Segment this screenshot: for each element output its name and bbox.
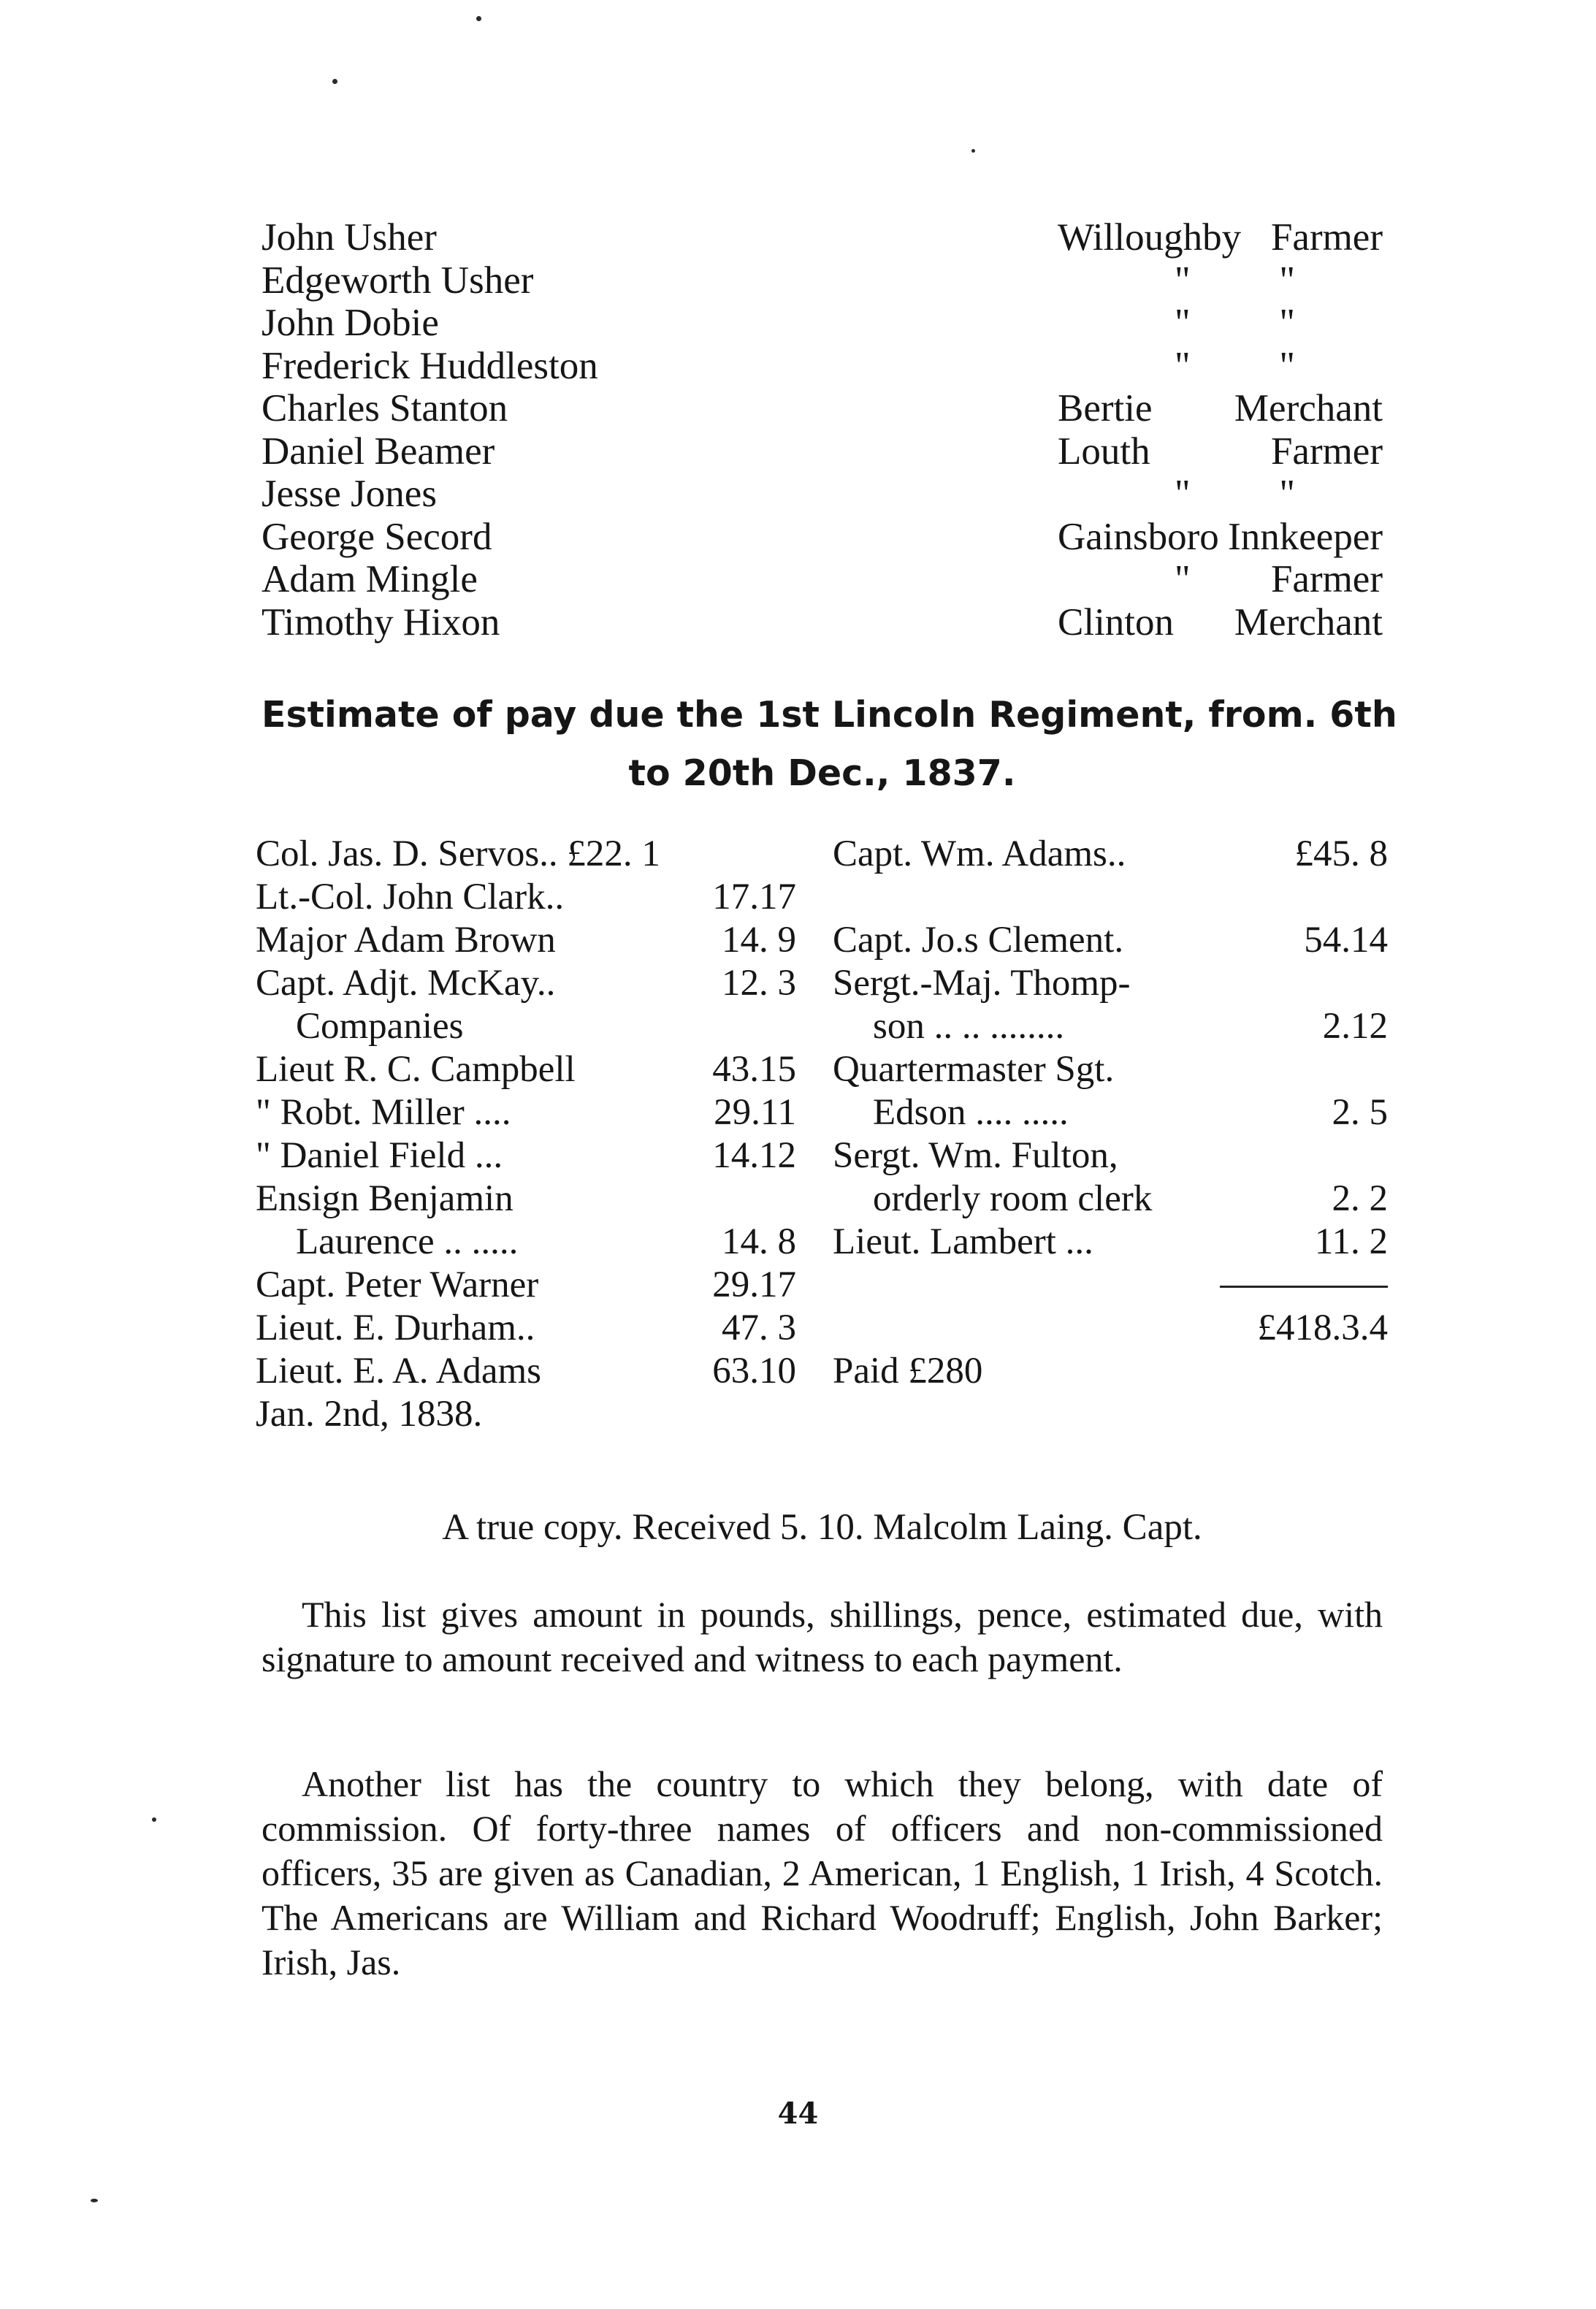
roster-name: John Dobie	[261, 302, 439, 344]
pay-label: Sergt.-Maj. Thomp-	[833, 963, 1131, 1004]
pay-row	[256, 833, 796, 876]
roster-place: "	[1175, 473, 1191, 515]
pay-amount: 29.17	[712, 1264, 796, 1305]
pay-row	[833, 1134, 1388, 1178]
pay-amount: 2. 2	[1332, 1178, 1388, 1219]
pay-row	[833, 1350, 1388, 1393]
pay-label: Capt. Peter Warner	[256, 1264, 539, 1305]
pay-label: Col. Jas. D. Servos.. £22. 1	[256, 833, 660, 874]
roster-table	[261, 216, 1383, 644]
pay-label: Companies	[296, 1006, 464, 1047]
roster-name: Jesse Jones	[261, 473, 437, 515]
pay-label: Sergt. Wm. Fulton,	[833, 1135, 1118, 1176]
roster-occupation: "	[1279, 344, 1295, 387]
roster-row	[261, 259, 1383, 302]
roster-row	[261, 345, 1383, 388]
pay-amount: 11. 2	[1314, 1221, 1388, 1262]
pay-amount: 29.11	[714, 1092, 796, 1133]
roster-place: "	[1175, 302, 1191, 344]
scan-speck	[152, 1817, 156, 1822]
scan-speck	[476, 16, 481, 21]
estimate-heading-date: to 20th Dec., 1837.	[628, 752, 1016, 794]
paragraph-text: This list gives amount in pounds, shillings, pence, estimated due, with signature to amount received and witness to each payment.	[261, 1594, 1383, 1679]
pay-label: " Daniel Field ...	[256, 1135, 503, 1176]
pay-row	[256, 1221, 796, 1264]
pay-label: Capt. Jo.s Clement.	[833, 920, 1124, 961]
pay-amount: 2. 5	[1332, 1092, 1388, 1133]
pay-row	[256, 1091, 796, 1134]
scan-speck	[91, 2199, 98, 2202]
pay-row	[833, 876, 1388, 919]
roster-row	[261, 302, 1383, 345]
roster-name: Frederick Huddleston	[261, 344, 598, 387]
roster-name: Edgeworth Usher	[261, 259, 534, 302]
pay-row	[256, 1307, 796, 1350]
roster-occupation: Farmer	[1270, 216, 1383, 259]
roster-place: "	[1175, 558, 1191, 600]
pay-amount: 43.15	[712, 1049, 796, 1090]
pay-amount: 14. 8	[722, 1221, 796, 1262]
roster-occupation: Innkeeper	[1228, 515, 1383, 558]
pay-row	[256, 1005, 796, 1048]
pay-estimate-right-column	[833, 833, 1388, 1393]
pay-row	[256, 919, 796, 962]
roster-occupation: Farmer	[1270, 430, 1383, 473]
pay-row	[833, 1005, 1388, 1048]
roster-place: Willoughby	[1058, 216, 1242, 259]
estimate-heading: Estimate of pay due the 1st Lincoln Regiment, from. 6th	[261, 694, 1397, 736]
true-copy-line: A true copy. Received 5. 10. Malcolm Laing. Capt.	[442, 1507, 1202, 1548]
pay-row	[833, 833, 1388, 876]
pay-row	[256, 1393, 796, 1436]
pay-row	[256, 876, 796, 919]
roster-row	[261, 601, 1383, 644]
pay-row	[256, 1350, 796, 1393]
roster-place: Gainsboro	[1058, 515, 1219, 558]
pay-row	[833, 1178, 1388, 1221]
roster-row	[261, 558, 1383, 601]
total-rule	[1220, 1286, 1388, 1288]
pay-label: Ensign Benjamin	[256, 1178, 513, 1219]
roster-place: "	[1175, 344, 1191, 387]
roster-row	[261, 387, 1383, 430]
pay-row	[833, 1091, 1388, 1134]
pay-label: Lieut. Lambert ...	[833, 1221, 1093, 1262]
roster-row	[261, 430, 1383, 473]
pay-row	[256, 1264, 796, 1307]
roster-occupation: "	[1279, 473, 1295, 515]
roster-occupation: Merchant	[1234, 600, 1383, 644]
roster-name: John Usher	[261, 216, 437, 259]
pay-row	[833, 1264, 1388, 1307]
pay-amount: 63.10	[712, 1351, 796, 1392]
pay-label: Lieut. E. A. Adams	[256, 1351, 541, 1392]
pay-amount: 2.12	[1322, 1006, 1388, 1047]
paragraph-countries	[261, 1762, 1383, 1985]
pay-amount: 47. 3	[722, 1308, 796, 1348]
scan-speck	[971, 149, 975, 153]
paragraph-payments	[261, 1592, 1383, 1682]
pay-amount: 14. 9	[722, 920, 796, 961]
pay-label: " Robt. Miller ....	[256, 1092, 511, 1133]
pay-row	[833, 1307, 1388, 1350]
pay-amount: 54.14	[1304, 920, 1388, 961]
pay-row	[833, 1048, 1388, 1091]
pay-row	[256, 1134, 796, 1178]
roster-name: George Secord	[261, 515, 492, 558]
pay-label: Major Adam Brown	[256, 920, 556, 961]
pay-estimate-left-column	[256, 833, 796, 1436]
roster-row	[261, 516, 1383, 559]
pay-label: Lt.-Col. John Clark..	[256, 877, 565, 917]
pay-label: son .. .. ........	[873, 1006, 1065, 1047]
roster-place: "	[1175, 259, 1191, 302]
roster-place: Clinton	[1058, 600, 1175, 644]
roster-place: Louth	[1058, 430, 1150, 473]
pay-row	[256, 962, 796, 1005]
pay-label: orderly room clerk	[873, 1178, 1153, 1219]
roster-occupation: "	[1279, 302, 1295, 344]
pay-label: Lieut R. C. Campbell	[256, 1049, 576, 1090]
roster-occupation: "	[1279, 259, 1295, 302]
pay-label: Paid £280	[833, 1351, 983, 1392]
roster-name: Charles Stanton	[261, 387, 508, 430]
pay-label: Edson .... .....	[873, 1092, 1069, 1133]
page-number: 44	[777, 2096, 819, 2131]
roster-occupation: Farmer	[1270, 558, 1383, 600]
scan-speck	[332, 79, 337, 84]
roster-name: Daniel Beamer	[261, 430, 495, 473]
pay-amount: 12. 3	[722, 963, 796, 1004]
pay-label: Quartermaster Sgt.	[833, 1049, 1115, 1090]
pay-row	[833, 962, 1388, 1005]
pay-label: Lieut. E. Durham..	[256, 1308, 535, 1348]
roster-place: Bertie	[1058, 387, 1153, 430]
pay-label: Capt. Wm. Adams..	[833, 833, 1126, 874]
roster-name: Timothy Hixon	[261, 600, 500, 644]
paragraph-text: Another list has the country to which they belong, with date of commission. Of forty-three names of officers and non-commissioned officers, 35 are given as Canadian, 2 American, 1 English, 1 Irish, 4 Scotch. The Americans are William and Richard Woodruff; English, John Barker; Irish, Jas.	[261, 1763, 1383, 1982]
pay-row	[256, 1178, 796, 1221]
pay-label: Laurence .. .....	[296, 1221, 519, 1262]
pay-row	[833, 1221, 1388, 1264]
pay-label: Capt. Adjt. McKay..	[256, 963, 556, 1004]
pay-row	[256, 1048, 796, 1091]
pay-amount: 14.12	[712, 1135, 796, 1176]
pay-amount: £418.3.4	[1257, 1308, 1388, 1348]
roster-row	[261, 473, 1383, 516]
roster-row	[261, 216, 1383, 259]
roster-occupation: Merchant	[1234, 387, 1383, 430]
pay-row	[833, 919, 1388, 962]
pay-label: Jan. 2nd, 1838.	[256, 1394, 483, 1435]
pay-amount: £45. 8	[1294, 833, 1388, 874]
roster-name: Adam Mingle	[261, 558, 478, 600]
pay-amount: 17.17	[712, 877, 796, 917]
